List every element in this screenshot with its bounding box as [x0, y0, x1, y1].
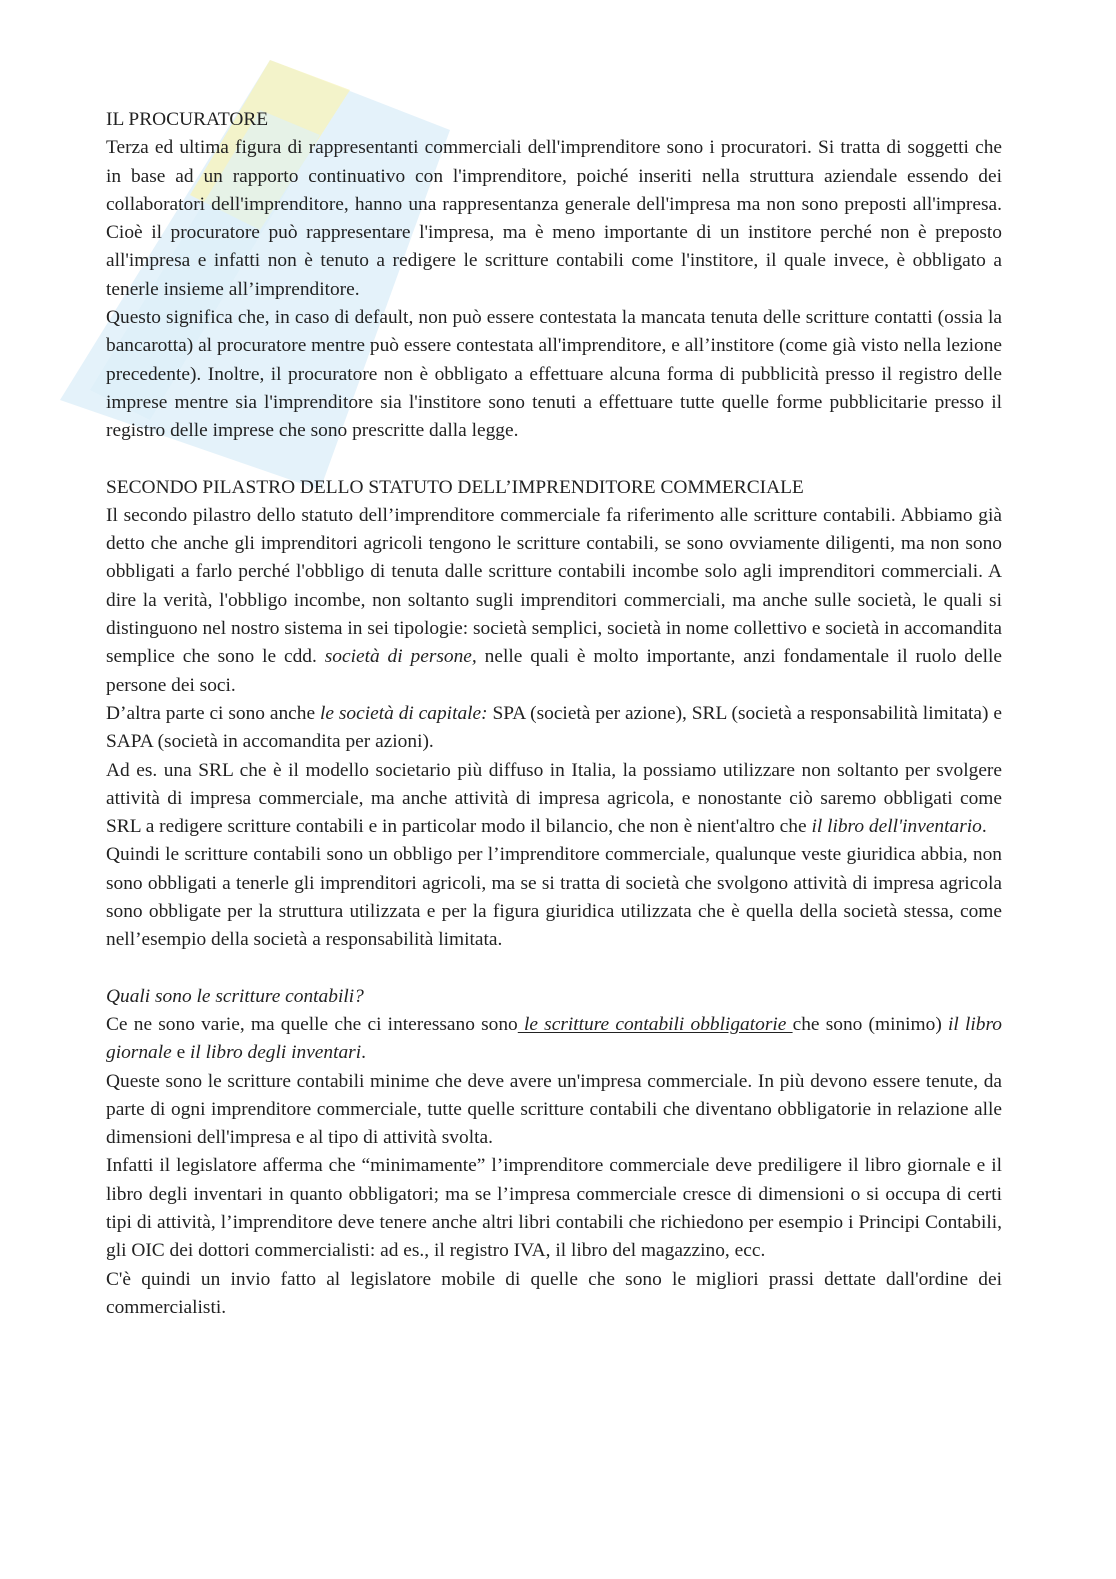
italic-term: società di persone,	[324, 646, 477, 668]
paragraph: Questo significa che, in caso di default, non può essere contestata la mancata tenuta delle scritture contatti (ossia la bancarotta) al procuratore mentre può essere contestata all'imprenditore, e all’institore (come già visto nella lezione precedente). Inoltre, il procuratore non è obbligato a effettuare alcuna forma di pubblicità presso il registro delle imprese mentre sia l'imprenditore sia l'institore sono tenuti a effettuare tutte quelle forme pubblicitarie presso il registro delle imprese che sono prescritte dalla legge.	[106, 307, 1002, 442]
spacer	[106, 446, 1002, 474]
section-title-procuratore: IL PROCURATORE	[106, 109, 269, 130]
underlined-term: le scritture contabili obbligatorie	[517, 1013, 793, 1035]
paragraph: Quindi le scritture contabili sono un obbligo per l’imprenditore commerciale, qualunque veste giuridica abbia, non sono obbligati a tenerle gli imprenditori agricoli, ma se si tratta di società che svolgono attività di impresa agricola sono obbligate per la struttura utilizzata e per la figura giuridica utilizzata che è quella della società stessa, come nell’esempio della società a responsabilità limitata.	[106, 844, 1002, 951]
italic-term: il libro dell'inventario	[811, 816, 982, 838]
paragraph: Infatti il legislatore afferma che “minimamente” l’imprenditore commerciale deve prediligere il libro giornale e il libro degli inventari in quanto obbligatori; ma se l’impresa commerciale cresce di dimensioni o si occupa di certi tipi di attività, l’imprenditore deve tenere anche altri libri contabili che richiedono per esempio i Principi Contabili, gli OIC dei dottori commercialisti: ad es., il registro IVA, il libro del magazzino, ecc.	[106, 1155, 1002, 1262]
paragraph: C'è quindi un invio fatto al legislatore mobile di quelle che sono le migliori prassi dettate dall'ordine dei commercialisti.	[106, 1268, 1002, 1318]
paragraph: Terza ed ultima figura di rappresentanti commerciali dell'imprenditore sono i procuratori. Si tratta di soggetti che in base ad un rapporto continuativo con l'imprenditore, poiché inseriti nella struttura aziendale essendo dei collaboratori dell'imprenditore, hanno una rappresentanza generale dell'impresa ma non sono preposti all'impresa. Cioè il procuratore può rappresentare l'impresa, ma è meno importante di un institore perché non è preposto all'impresa e infatti non è tenuto a redigere le scritture contabili come l'institore, il quale invece, è obbligato a tenerle insieme all’imprenditore.	[106, 137, 1002, 300]
italic-term: il libro degli inventari	[190, 1042, 362, 1064]
paragraph: D’altra parte ci sono anche le società di capitale: SPA (società per azione), SRL (società a responsabilità limitata) e SAPA (società in accomandita per azioni).	[106, 702, 1003, 753]
document-page	[106, 106, 1002, 1322]
paragraph: Il secondo pilastro dello statuto dell’imprenditore commerciale fa riferimento alle scritture contabili. Abbiamo già detto che anche gli imprenditori agricoli tengono le scritture contabili, se sono ovviamente diligenti, ma non sono obbligati a farlo perché l'obbligo di tenuta dalle scritture contabili incombe solo agli imprenditori commerciali. A dire la verità, l'obbligo incombe, non soltanto sugli imprenditori commerciali, ma anche sulle società, le quali si distinguono nel nostro sistema in sei tipologie: società semplici, società in nome collettivo e società in accomandita semplice che sono le cdd. società di persone, nelle quali è molto importante, anzi fondamentale il ruolo delle persone dei soci.	[106, 504, 1002, 696]
paragraph: Ad es. una SRL che è il modello societario più diffuso in Italia, la possiamo utilizzare non soltanto per svolgere attività di impresa commerciale, ma anche attività di impresa agricola, e nonostante ciò saremo obbligati come SRL a redigere scritture contabili e in particolar modo il bilancio, che non è nient'altro che il libro dell'inventario.	[106, 759, 1002, 838]
paragraph: Queste sono le scritture contabili minime che deve avere un'impresa commerciale. In più devono essere tenute, da parte di ogni imprenditore commerciale, tutte quelle scritture contabili che diventano obbligatorie in relazione alle dimensioni dell'impresa e al tipo di attività svolta.	[106, 1070, 1002, 1149]
spacer	[106, 955, 1002, 983]
italic-term: le società di capitale:	[319, 702, 488, 724]
section-title-secondo-pilastro: SECONDO PILASTRO DELLO STATUTO DELL’IMPRENDITORE COMMERCIALE	[106, 476, 804, 498]
section-title-scritture-contabili: Quali sono le scritture contabili?	[106, 985, 364, 1007]
italic-term: il libro giornale	[106, 1013, 1002, 1064]
paragraph: Ce ne sono varie, ma quelle che ci interessano sono le scritture contabili obbligatorie che sono (minimo) il libro giornale e il libro degli inventari.	[106, 1013, 1002, 1064]
